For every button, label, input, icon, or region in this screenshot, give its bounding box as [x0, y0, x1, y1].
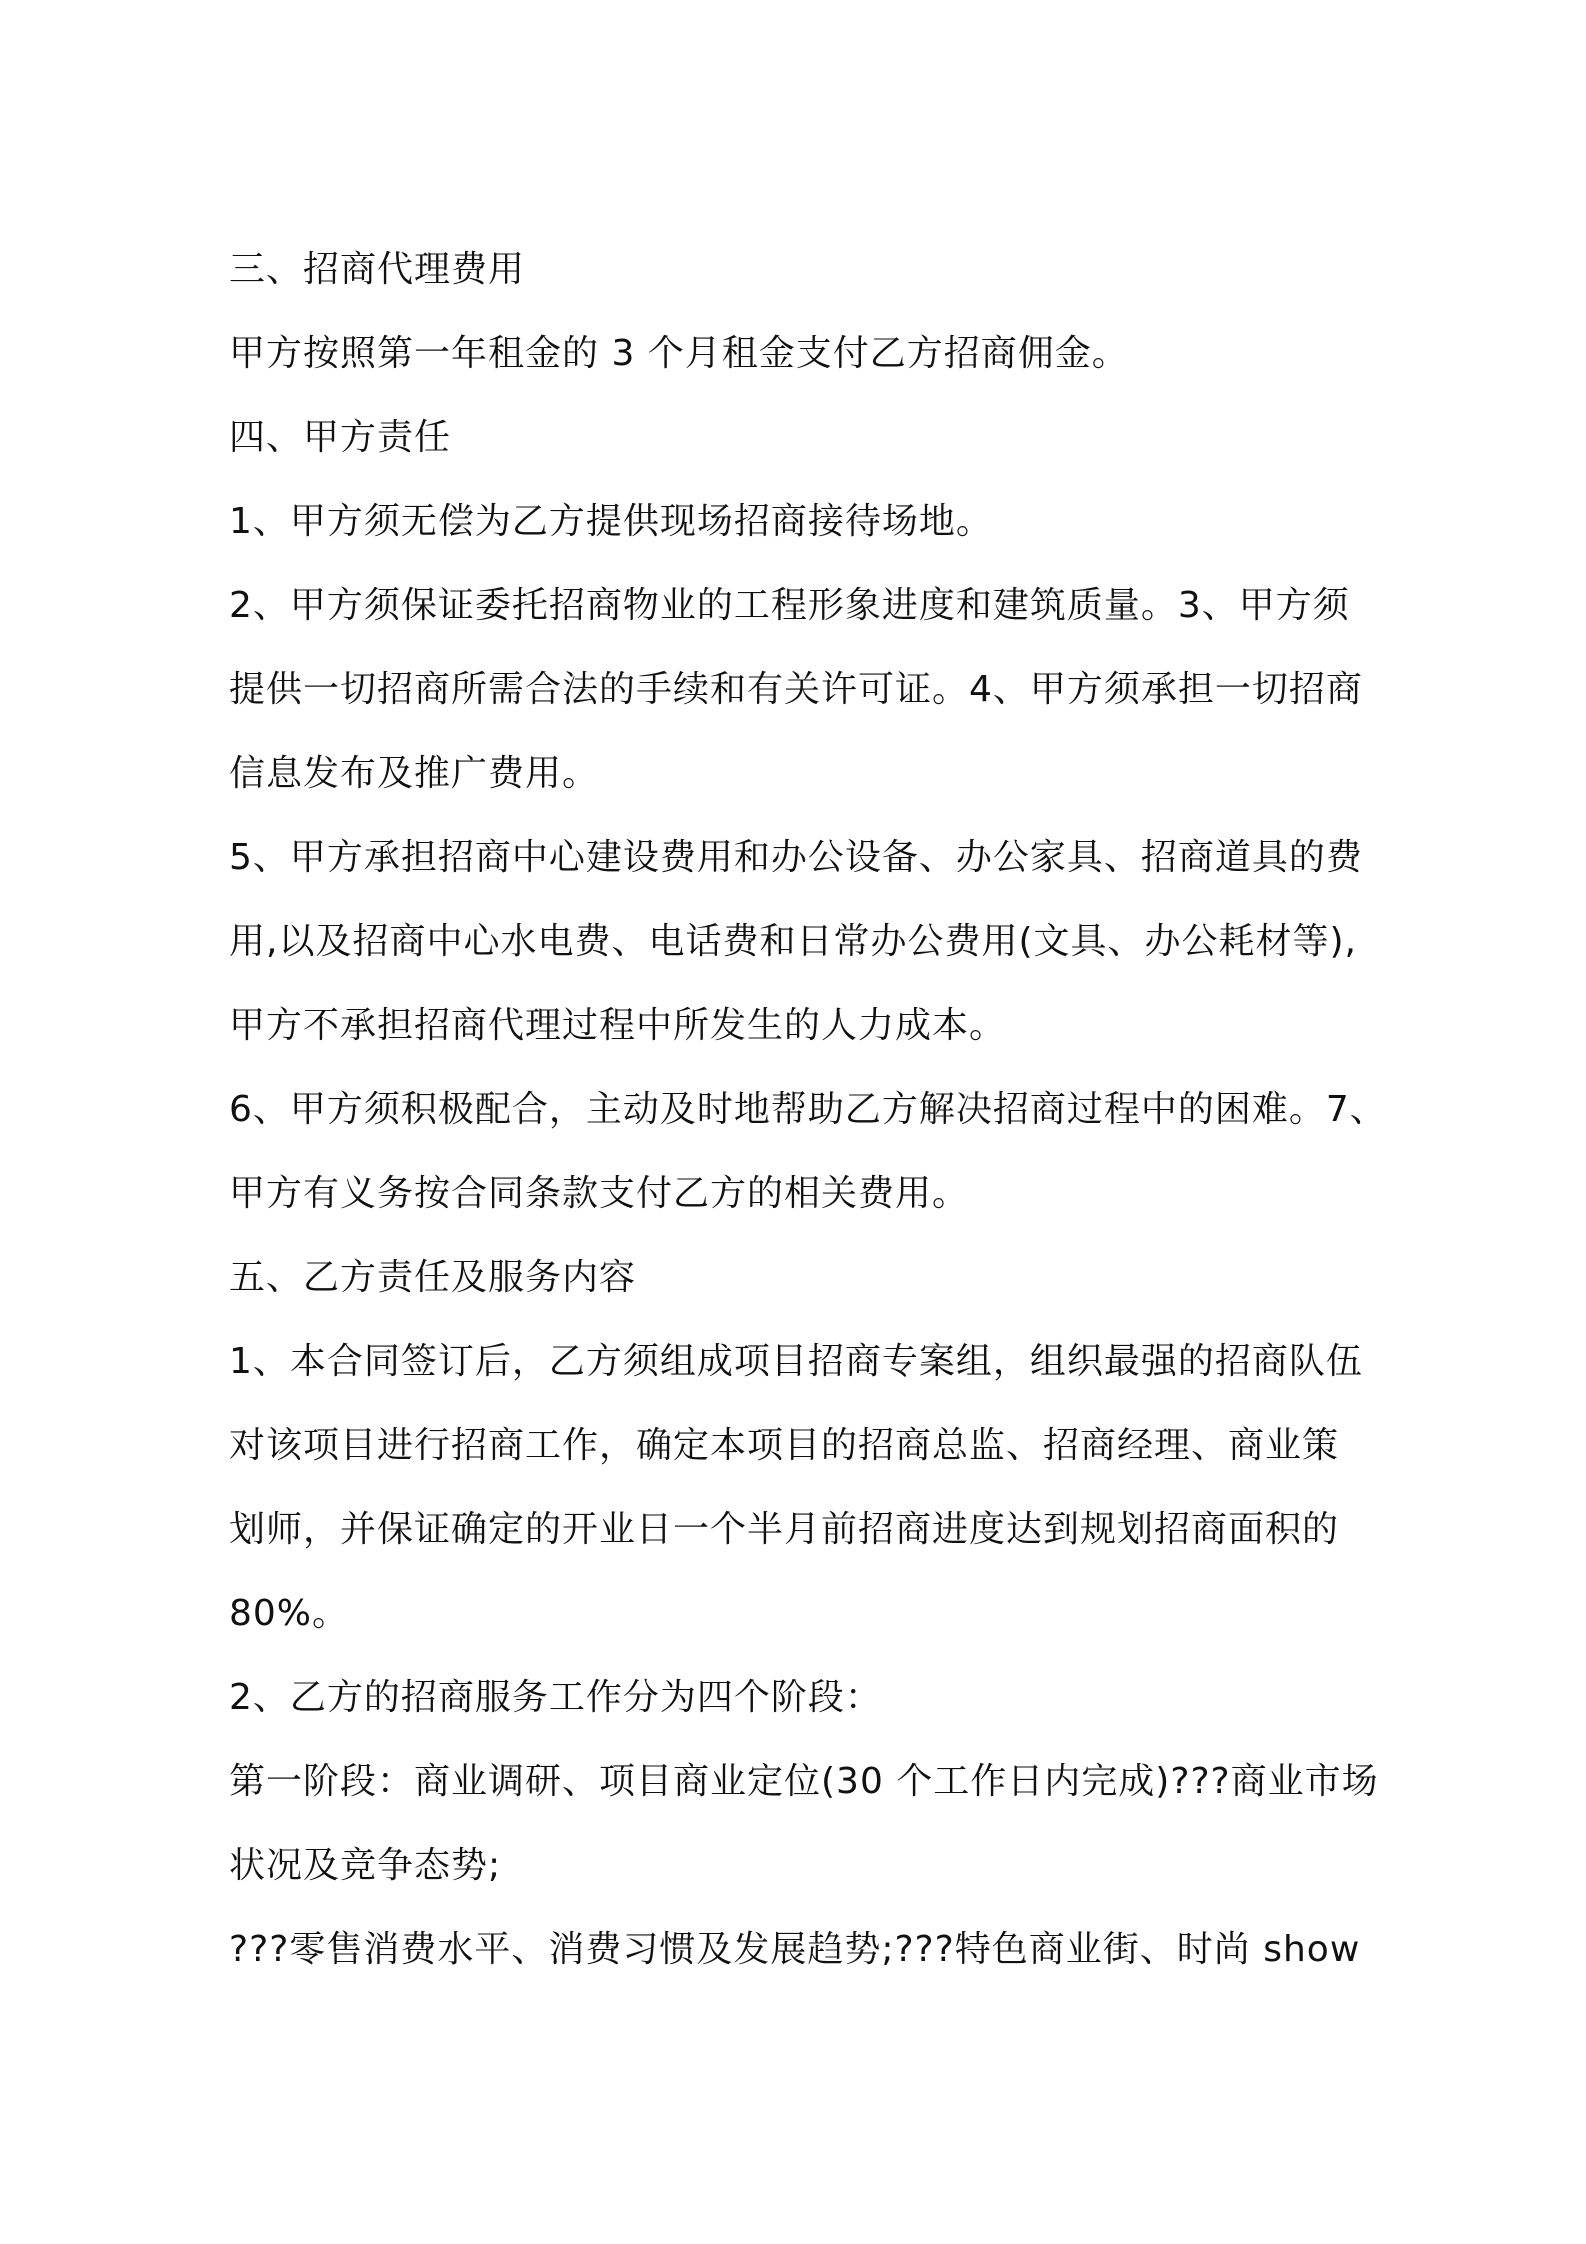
document-body: [229, 228, 1387, 1992]
paragraph-line: 甲方有义务按合同条款支付乙方的相关费用。: [229, 1173, 970, 1214]
paragraph-line: 5、甲方承担招商中心建设费用和办公设备、办公家具、招商道具的费: [229, 837, 1363, 878]
paragraph-line: 状况及竞争态势;: [229, 1845, 502, 1886]
paragraph-line: ???零售消费水平、消费习惯及发展趋势;???特色商业街、时尚 show: [229, 1929, 1361, 1970]
section-heading-4: 四、甲方责任: [229, 417, 452, 458]
section-heading-3: 三、招商代理费用: [229, 249, 526, 290]
paragraph-line: 甲方按照第一年租金的 3 个月租金支付乙方招商佣金。: [229, 333, 1129, 374]
paragraph-line: 信息发布及推广费用。: [229, 753, 600, 794]
paragraph-line: 划师，并保证确定的开业日一个半月前招商进度达到规划招商面积的: [229, 1509, 1340, 1550]
paragraph-line: 用,以及招商中心水电费、电话费和日常办公费用(文具、办公耗材等),: [229, 921, 1357, 962]
paragraph-line: 1、本合同签订后，乙方须组成项目招商专案组，组织最强的招商队伍: [229, 1341, 1363, 1382]
paragraph-line: 对该项目进行招商工作，确定本项目的招商总监、招商经理、商业策: [229, 1425, 1340, 1466]
paragraph-line: 1、甲方须无偿为乙方提供现场招商接待场地。: [229, 501, 993, 542]
paragraph-line: 80%。: [229, 1593, 350, 1634]
section-heading-5: 五、乙方责任及服务内容: [229, 1257, 637, 1298]
paragraph-line: 甲方不承担招商代理过程中所发生的人力成本。: [229, 1005, 1007, 1046]
paragraph-line: 第一阶段：商业调研、项目商业定位(30 个工作日内完成)???商业市场: [229, 1761, 1379, 1802]
paragraph-line: 2、乙方的招商服务工作分为四个阶段：: [229, 1677, 882, 1718]
paragraph-line: 2、甲方须保证委托招商物业的工程形象进度和建筑质量。3、甲方须: [229, 585, 1350, 626]
paragraph-line: 6、甲方须积极配合，主动及时地帮助乙方解决招商过程中的困难。7、: [229, 1089, 1387, 1130]
paragraph-line: 提供一切招商所需合法的手续和有关许可证。4、甲方须承担一切招商: [229, 669, 1363, 710]
